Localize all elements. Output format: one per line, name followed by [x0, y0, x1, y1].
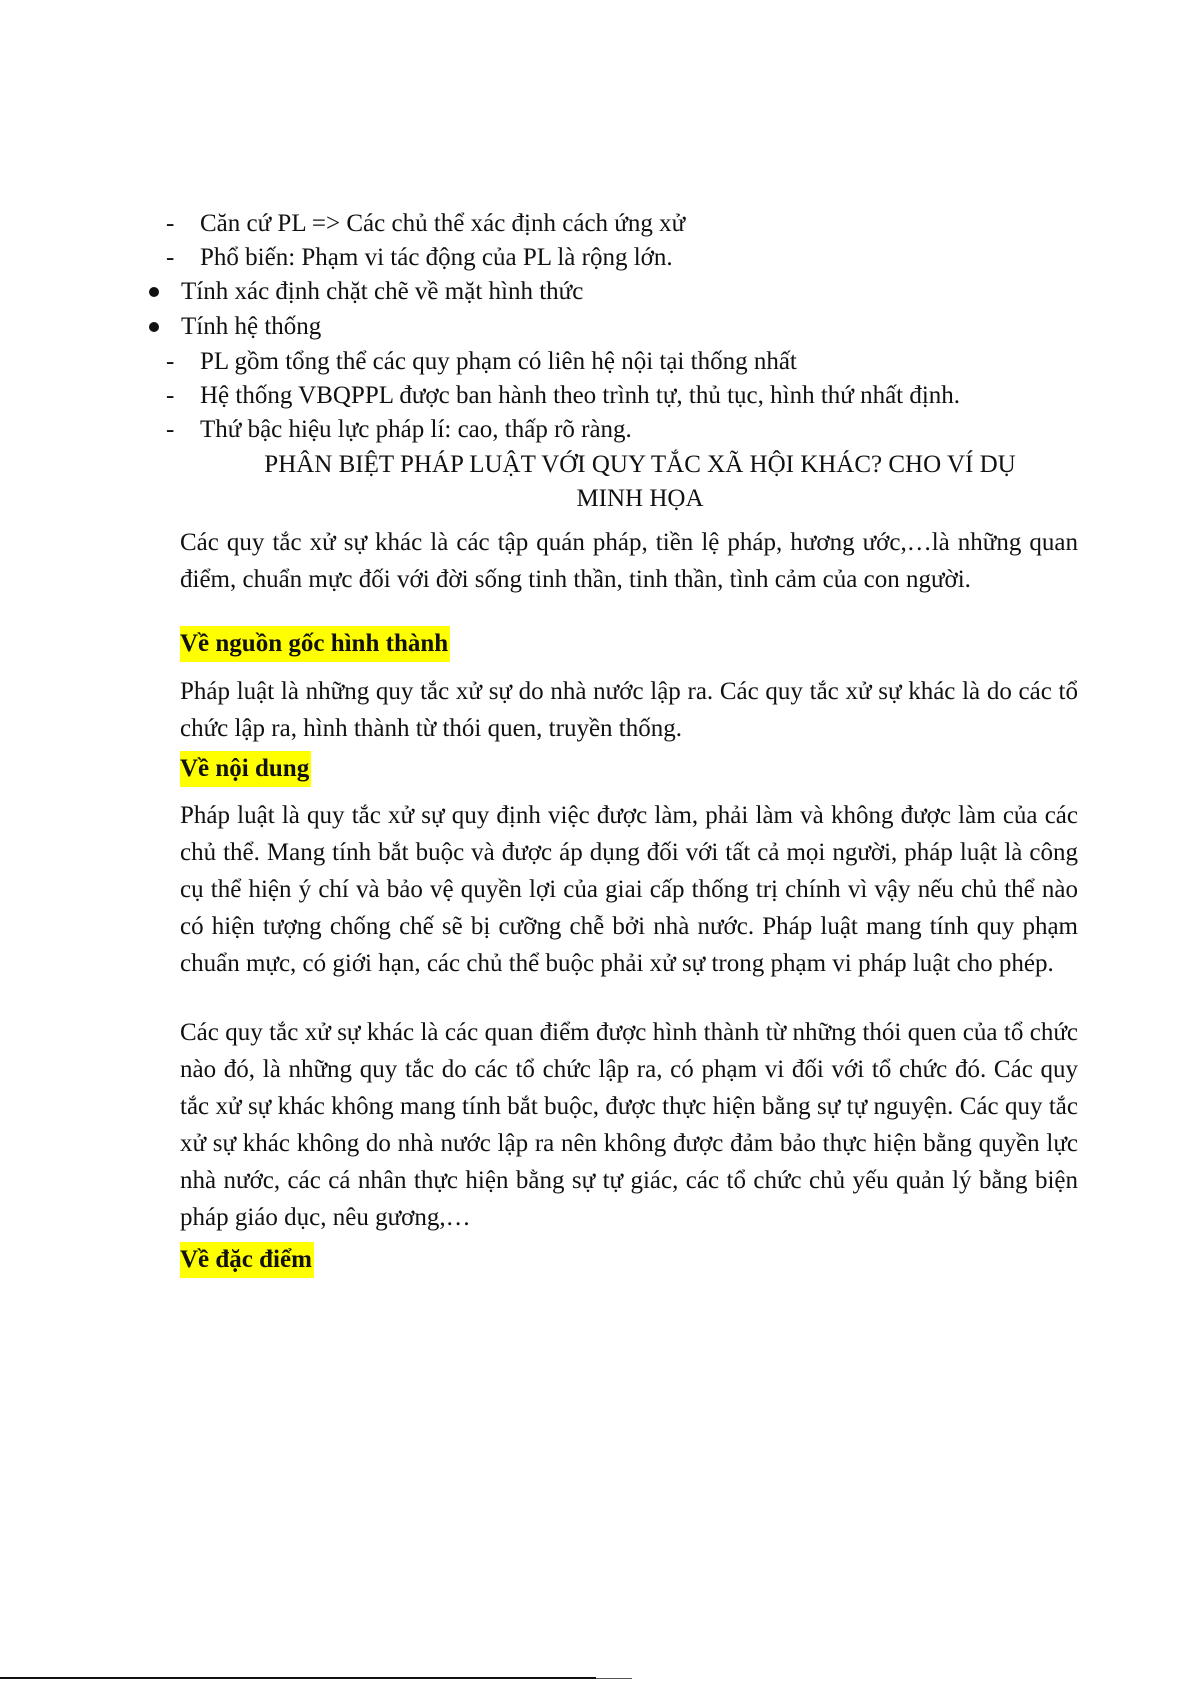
section-title-line1: PHÂN BIỆT PHÁP LUẬT VỚI QUY TẮC XÃ HỘI KHÁC? CHO VÍ DỤ: [264, 451, 1016, 478]
footer-divider: [0, 1677, 596, 1679]
list-item-text: Thứ bậc hiệu lực pháp lí: cao, thấp rõ ràng.: [200, 416, 632, 443]
origin-heading: Về nguồn gốc hình thành: [180, 626, 450, 662]
intro-paragraph: Các quy tắc xử sự khác là các tập quán pháp, tiền lệ pháp, hương ước,…là những quan điểm, chuẩn mực đối với đời sống tinh thần, tinh thần, tình cảm của con người.: [180, 529, 1078, 593]
dash-marker: -: [166, 210, 175, 237]
bullet-icon: [149, 287, 159, 297]
list-item-text: Phổ biến: Phạm vi tác động của PL là rộng lớn.: [200, 244, 673, 271]
list-item-text: Hệ thống VBQPPL được ban hành theo trình tự, thủ tục, hình thứ nhất định.: [200, 382, 961, 409]
list-item-text: Căn cứ PL => Các chủ thể xác định cách ứng xử: [200, 210, 686, 237]
content-paragraph-2: Các quy tắc xử sự khác là các quan điểm được hình thành từ những thói quen của tổ chức nào đó, là những quy tắc do các tổ chức lập ra, có phạm vi đối với tổ chức đó. Các quy tắc xử sự khác không mang tính bắt buộc, được thực hiện bằng sự tự nguyện. Các quy tắc xử sự khác không do nhà nước lập ra nên không được đảm bảo thực hiện bằng quyền lực nhà nước, các cá nhân thực hiện bằng sự tự giác, các tổ chức chủ yếu quản lý bằng biện pháp giáo dục, nêu gương,…: [180, 1019, 1078, 1231]
list-item-text: PL gồm tổng thể các quy phạm có liên hệ nội tại thống nhất: [200, 348, 797, 375]
dash-marker: -: [166, 244, 175, 271]
origin-paragraph: Pháp luật là những quy tắc xử sự do nhà nước lập ra. Các quy tắc xử sự khác là do các tổ chức lập ra, hình thành từ thói quen, truyền thống.: [180, 678, 1078, 742]
feature-heading: Về đặc điểm: [180, 1242, 314, 1278]
dash-marker: -: [166, 382, 175, 409]
bullet-text: Tính xác định chặt chẽ về mặt hình thức: [181, 278, 584, 305]
content-paragraph-1: Pháp luật là quy tắc xử sự quy định việc được làm, phải làm và không được làm của các chủ thể. Mang tính bắt buộc và được áp dụng đối với tất cả mọi người, pháp luật là công cụ thể hiện ý chí và bảo vệ quyền lợi của giai cấp thống trị chính vì vậy nếu chủ thể nào có hiện tượng chống chế sẽ bị cưỡng chễ bởi nhà nước. Pháp luật mang tính quy phạm chuẩn mực, có giới hạn, các chủ thể buộc phải xử sự trong phạm vi pháp luật cho phép.: [180, 802, 1078, 977]
dash-marker: -: [166, 348, 175, 375]
content-heading: Về nội dung: [180, 751, 311, 787]
section-title-line2: MINH HỌA: [576, 485, 704, 512]
bullet-icon: [149, 322, 159, 332]
dash-marker: -: [166, 416, 175, 443]
footer-divider-tail: [596, 1678, 632, 1679]
bullet-text: Tính hệ thống: [181, 313, 322, 340]
